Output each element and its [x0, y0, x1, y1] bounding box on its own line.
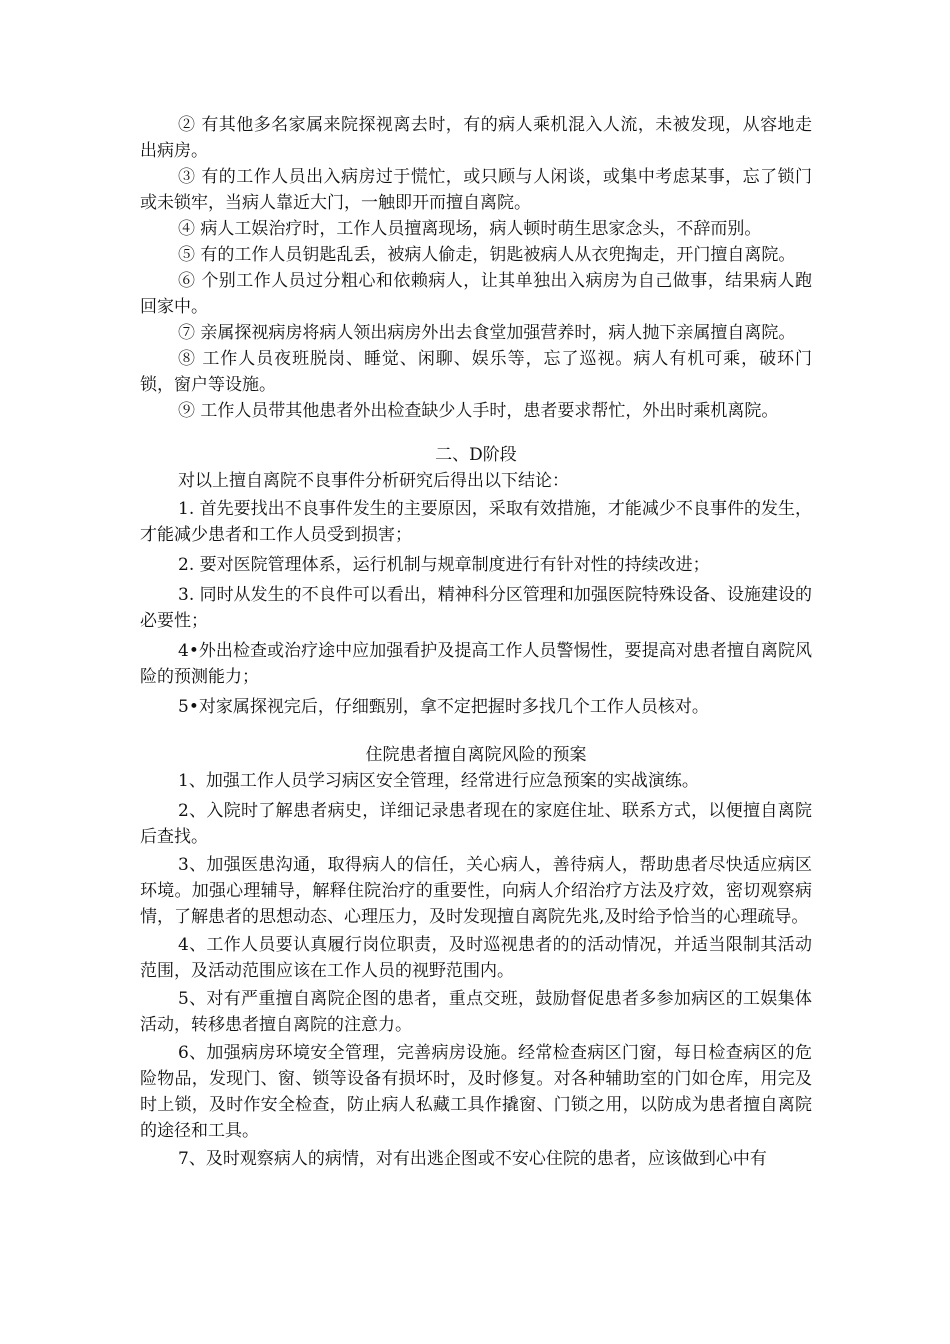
cause-item-8: ⑧ 工作人员夜班脱岗、睡觉、闲聊、娱乐等，忘了巡视。病人有机可乘，破环门锁，窗户等设施。 — [140, 349, 812, 395]
conclusion-item-3: 3. 同时从发生的不良件可以看出，精神科分区管理和加强医院特殊设备、设施建设的必要性； — [140, 585, 812, 631]
conclusion-item-4: 4•外出检查或治疗途中应加强看护及提高工作人员警惕性，要提高对患者擅自离院风险的预测能力； — [140, 641, 812, 687]
section-d-heading: 二、D阶段 — [435, 445, 517, 465]
section-d-intro: 对以上擅自离院不良事件分析研究后得出以下结论： — [178, 471, 569, 491]
conclusion-item-5: 5•对家属探视完后，仔细甄别，拿不定把握时多找几个工作人员核对。 — [178, 697, 709, 717]
conclusion-item-1: 1. 首先要找出不良事件发生的主要原因，采取有效措施，才能减少不良事件的发生，才能减少患者和工作人员受到损害； — [140, 499, 812, 545]
document-page — [140, 112, 812, 1172]
cause-item-3: ③ 有的工作人员出入病房过于慌忙，或只顾与人闲谈，或集中考虑某事，忘了锁门或未锁牢，当病人靠近大门，一触即开而擅自离院。 — [140, 167, 812, 213]
cause-item-9: ⑨ 工作人员带其他患者外出检查缺少人手时，患者要求帮忙，外出时乘机离院。 — [178, 401, 779, 421]
cause-item-4: ④ 病人工娱治疗时，工作人员擅离现场，病人顿时萌生思家念头，不辞而别。 — [178, 219, 762, 239]
cause-item-2: ② 有其他多名家属来院探视离去时，有的病人乘机混入人流，未被发现，从容地走出病房。 — [140, 115, 812, 161]
plan-item-6: 6、加强病房环境安全管理，完善病房设施。经常检查病区门窗，每日检查病区的危险物品，发现门、窗、锁等设备有损坏时，及时修复。对各种辅助室的门如仓库，用完及时上锁，及时作安全检查，防止病人私藏工具作撬窗、门锁之用，以防成为患者擅自离院的途径和工具。 — [140, 1043, 812, 1141]
plan-item-2: 2、入院时了解患者病史，详细记录患者现在的家庭住址、联系方式，以便擅自离院后查找。 — [140, 801, 812, 847]
conclusion-item-2: 2. 要对医院管理体系，运行机制与规章制度进行有针对性的持续改进； — [178, 555, 710, 575]
cause-item-5: ⑤ 有的工作人员钥匙乱丢，被病人偷走，钥匙被病人从衣兜掏走，开门擅自离院。 — [178, 245, 796, 265]
plan-item-5: 5、对有严重擅自离院企图的患者，重点交班，鼓励督促患者多参加病区的工娱集体活动，转移患者擅自离院的注意力。 — [140, 989, 812, 1035]
cause-item-7: ⑦ 亲属探视病房将病人领出病房外出去食堂加强营养时，病人抛下亲属擅自离院。 — [178, 323, 796, 343]
plan-item-7: 7、及时观察病人的病情，对有出逃企图或不安心住院的患者，应该做到心中有 — [178, 1149, 767, 1169]
plan-item-1: 1、加强工作人员学习病区安全管理，经常进行应急预案的实战演练。 — [178, 771, 699, 791]
cause-item-6: ⑥ 个别工作人员过分粗心和依赖病人，让其单独出入病房为自己做事，结果病人跑回家中。 — [140, 271, 812, 317]
plan-item-4: 4、工作人员要认真履行岗位职责，及时巡视患者的的活动情况，并适当限制其活动范围，及活动范围应该在工作人员的视野范围内。 — [140, 935, 812, 981]
plan-item-3: 3、加强医患沟通，取得病人的信任，关心病人，善待病人，帮助患者尽快适应病区环境。加强心理辅导，解释住院治疗的重要性，向病人介绍治疗方法及疗效，密切观察病情，了解患者的思想动态、心理压力，及时发现擅自离院先兆,及时给予恰当的心理疏导。 — [140, 855, 812, 927]
plan-heading: 住院患者擅自离院风险的预案 — [365, 745, 587, 765]
